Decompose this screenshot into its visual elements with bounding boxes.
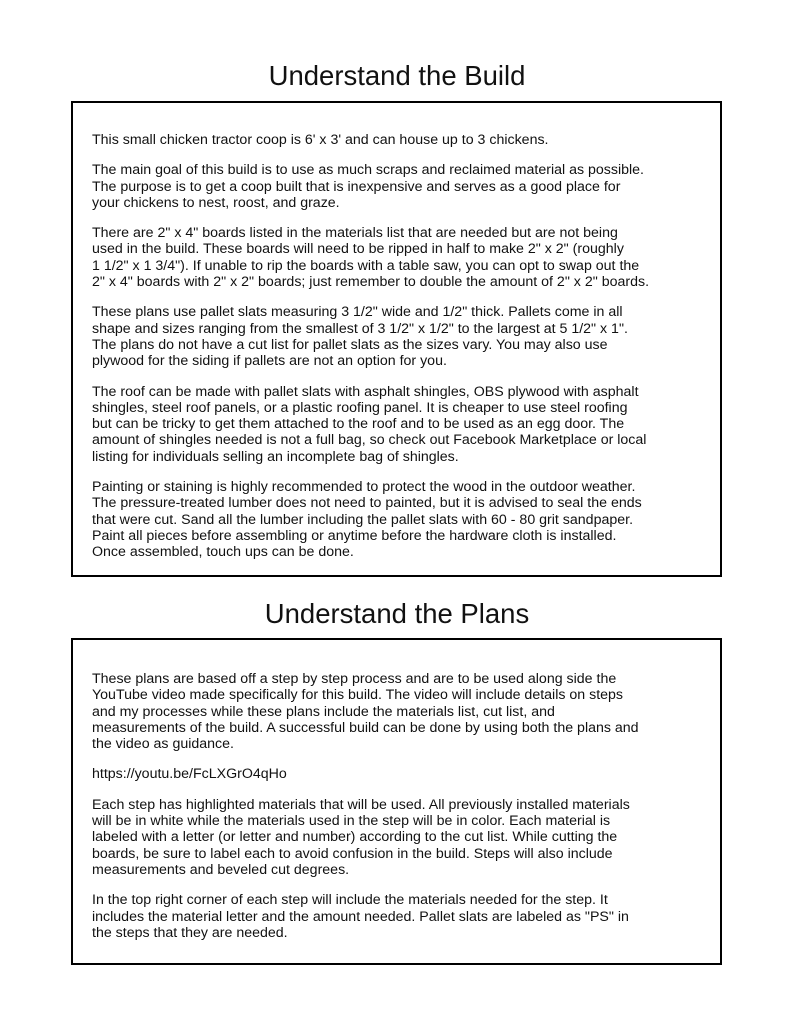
plans-paragraph-video: These plans are based off a step by step process and are to be used along side the YouTube video made specifically for this build. The video will include details on steps and my processes while these plans include the materials list, cut list, and measurements of the build. A successful build can be done by using both the plans and the video as guidance.: [92, 671, 639, 753]
build-paragraph-size: This small chicken tractor coop is 6' x 3' and can house up to 3 chickens.: [92, 132, 549, 148]
build-paragraph-roof: The roof can be made with pallet slats with asphalt shingles, OBS plywood with asphalt shingles, steel roof panels, or a plastic roofing panel. It is cheaper to use steel roofing but can be tricky to get them attached to the roof and to be used as an egg door. The amount of shingles needed is not a full bag, so check out Facebook Marketplace or local listing for individuals selling an incomplete bag of shingles.: [92, 383, 647, 465]
build-section-box: [71, 101, 722, 577]
plans-video-link: https://youtu.be/FcLXGrO4qHo: [92, 766, 287, 783]
build-paragraph-boards: There are 2" x 4" boards listed in the materials list that are needed but are not being used in the build. These boards will need to be ripped in half to make 2" x 2" (roughly 1 1/2" x 1 3/4"). If unable to rip the boards with a table saw, you can opt to swap out the 2" x 4" boards with 2" x 2" boards; just remember to double the amount of 2" x 2" boards.: [92, 225, 650, 291]
plans-section-box: [71, 638, 722, 965]
build-section-title: Understand the Build: [268, 60, 526, 91]
plans-paragraph-materials: Each step has highlighted materials that will be used. All previously installed materials will be in white while the materials used in the step will be in color. Each material is labeled with a letter (or letter and number) according to the cut list. While cutting the boards, be sure to label each to avoid confusion in the build. Steps will also include measurements and beveled cut degrees.: [92, 796, 630, 878]
plans-section-title: Understand the Plans: [264, 598, 530, 629]
build-paragraph-painting: Painting or staining is highly recommended to protect the wood in the outdoor weather. The pressure-treated lumber does not need to painted, but it is advised to seal the ends that were cut. Sand all the lumber including the pallet slats with 60 - 80 grit sandpaper. Paint all pieces before assembling or anytime before the hardware cloth is installed. Once assembled, touch ups can be done.: [92, 479, 642, 561]
build-paragraph-pallets: These plans use pallet slats measuring 3 1/2" wide and 1/2" thick. Pallets come in all shape and sizes ranging from the smallest of 3 1/2" x 1/2" to the largest at 5 1/2" x 1". The plans do not have a cut list for pallet slats as the sizes vary. You may also use plywood for the siding if pallets are not an option for you.: [92, 304, 628, 370]
plans-paragraph-corner: In the top right corner of each step will include the materials needed for the step. It includes the material letter and the amount needed. Pallet slats are labeled as "PS" in the steps that they are needed.: [92, 892, 629, 941]
build-paragraph-goal: The main goal of this build is to use as much scraps and reclaimed material as possible. The purpose is to get a coop built that is inexpensive and serves as a good place for your chickens to nest, roost, and graze.: [92, 162, 645, 211]
